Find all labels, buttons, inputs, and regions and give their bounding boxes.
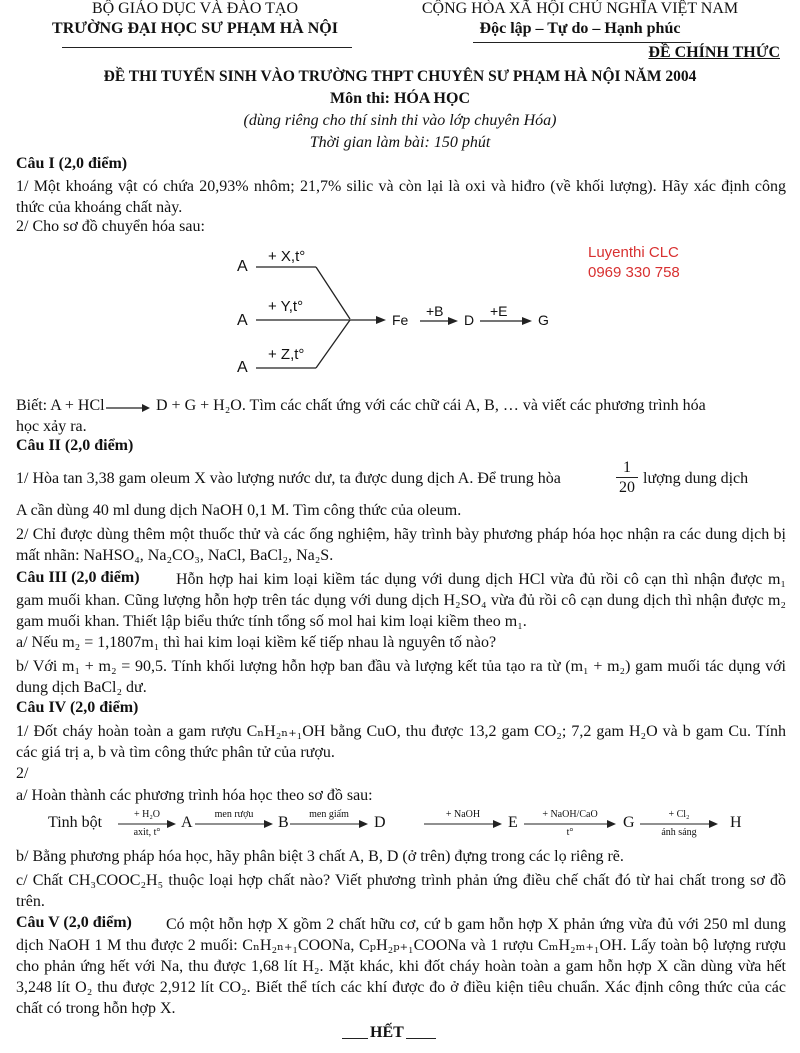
chain-arrow3-top: men giấm: [309, 809, 349, 820]
header-divider-left: [62, 47, 352, 48]
chain-a: A: [181, 814, 193, 831]
q1-given-a: Biết: A + HCl: [16, 397, 105, 414]
fraction-one-twentieth: [616, 458, 638, 497]
exam-note: (dùng riêng cho thí sinh thi vào lớp chuyên Hóa): [243, 112, 557, 129]
q4-part-a: a/ Hoàn thành các phương trình hóa học theo sơ đồ sau:: [16, 787, 373, 804]
university-name: TRƯỜNG ĐẠI HỌC SƯ PHẠM HÀ NỘI: [52, 20, 338, 37]
reaction-arrow: [104, 402, 152, 414]
scheme-a3: A: [237, 359, 248, 376]
exam-time: Thời gian làm bài: 150 phút: [309, 134, 491, 151]
reaction-chain: [0, 806, 800, 846]
chain-e: E: [508, 814, 518, 831]
conversion-scheme: [0, 238, 800, 378]
scheme-a1: A: [237, 258, 248, 275]
chain-start: Tinh bột: [48, 814, 103, 831]
chain-arrow4-top: + NaOH: [445, 809, 481, 820]
q2-heading: Câu II (2,0 điểm): [16, 437, 134, 454]
scheme-g: G: [538, 312, 549, 328]
q3-part-a: a/ Nếu m₂ = 1,1807m₁ thì hai kim loại kiềm kế tiếp nhau là nguyên tố nào?: [16, 634, 497, 651]
q1-part2: 2/ Cho sơ đồ chuyển hóa sau:: [16, 218, 205, 235]
watermark-line1: Luyenthi CLC: [588, 244, 679, 261]
scheme-label-e: +E: [490, 303, 508, 319]
q1-given-c: học xảy ra.: [16, 418, 87, 435]
official-label: ĐỀ CHÍNH THỨC: [648, 44, 780, 61]
chain-arrow6-top: + Cl₂: [668, 809, 690, 820]
chain-d: D: [374, 814, 386, 831]
q3-part-b: b/ Với m₁ + m₂ = 90,5. Tính khối lượng hỗn hợp ban đầu và lượng kết tủa tạo ra từ (m₁ + m₂) gam muối tác dụng với dung dịch BaCl₂ dư.: [16, 658, 786, 696]
q1-heading: Câu I (2,0 điểm): [16, 155, 128, 172]
chain-h: H: [730, 814, 742, 831]
q2-part1b: lượng dung dịch: [643, 470, 749, 487]
exam-title: ĐỀ THI TUYỂN SINH VÀO TRƯỜNG THPT CHUYÊN SƯ PHẠM HÀ NỘI NĂM 2004: [103, 68, 697, 85]
q4-part-b: b/ Bằng phương pháp hóa học, hãy phân biệt 3 chất A, B, D (ở trên) đựng trong các lọ riêng rẽ.: [16, 848, 624, 865]
q2-part1a: 1/ Hòa tan 3,38 gam oleum X vào lượng nước dư, ta được dung dịch A. Để trung hòa: [16, 470, 561, 487]
q4-part1: 1/ Đốt cháy hoàn toàn a gam rượu CₙH₂ₙ₊₁OH bằng CuO, thu được 13,2 gam CO₂; 7,2 gam H₂O và b gam Cu. Tính các giá trị a, b và tìm công thức phân tử của rượu.: [16, 723, 786, 761]
q1-part1: 1/ Một khoáng vật có chứa 20,93% nhôm; 21,7% silic và còn lại là oxi và hiđro (về khối lượng). Hãy xác định công thức của khoáng chất này.: [16, 178, 786, 216]
q3-intro: Hỗn hợp hai kim loại kiềm tác dụng với dung dịch HCl vừa đủ rồi cô cạn thì nhận được m₁ gam muối khan. Cũng lượng hỗn hợp trên tác dụng với dung dịch H₂SO₄ vừa đủ rồi cô cạn dung dịch thì nhận được m₂ gam muối khan. Thiết lập biểu thức tính tổng số mol hai kim loại kiềm theo m₁.: [16, 571, 786, 630]
fraction-denominator: 20: [616, 477, 638, 497]
q4-part-c: c/ Chất CH₃COOC₂H₅ thuộc loại hợp chất nào? Viết phương trình phản ứng điều chế chất đó từ hai chất trong sơ đồ trên.: [16, 872, 786, 910]
scheme-arrows: [0, 238, 800, 378]
chain-arrow1-bottom: axit, t°: [133, 827, 161, 838]
q1-given-b: D + G + H₂O. Tìm các chất ứng với các chữ cái A, B, … và viết các phương trình hóa: [156, 397, 706, 414]
scheme-label-y: + Y,t°: [268, 298, 304, 315]
ministry-name: BỘ GIÁO DỤC VÀ ĐÀO TẠO: [91, 0, 299, 17]
chain-arrow2-top: men rượu: [214, 809, 254, 820]
chain-arrow6-bottom: ánh sáng: [661, 827, 697, 838]
scheme-label-b: +B: [426, 303, 444, 319]
end-rule-right: [406, 1038, 436, 1039]
scheme-a2: A: [237, 312, 248, 329]
scheme-d: D: [464, 312, 475, 328]
exam-subject: Môn thi: HÓA HỌC: [329, 90, 470, 107]
q3-heading: Câu III (2,0 điểm): [16, 569, 140, 586]
scheme-label-x: + X,t°: [268, 248, 306, 265]
end-rule-left: [342, 1038, 368, 1039]
chain-arrow5-top: + NaOH/CaO: [542, 809, 598, 820]
chain-arrow5-bottom: t°: [566, 827, 574, 838]
q2-part2: 2/ Chỉ được dùng thêm một thuốc thử và các ống nghiệm, hãy trình bày phương pháp hóa học nhận ra các dung dịch bị mất nhãn: NaHSO₄, Na₂CO₃, NaCl, BaCl₂, Na₂S.: [16, 526, 786, 564]
chain-arrow1-top: + H₂O: [133, 809, 161, 820]
chain-b: B: [278, 814, 289, 831]
chain-g: G: [623, 814, 635, 831]
scheme-fe: Fe: [392, 312, 409, 328]
q4-heading: Câu IV (2,0 điểm): [16, 699, 139, 716]
q5-heading: Câu V (2,0 điểm): [16, 914, 132, 931]
national-motto: Độc lập – Tự do – Hạnh phúc: [479, 20, 681, 37]
q2-part1c: A cần dùng 40 ml dung dịch NaOH 0,1 M. Tìm công thức của oleum.: [16, 502, 462, 519]
q4-part2: 2/: [16, 765, 29, 782]
watermark-line2: 0969 330 758: [588, 264, 680, 281]
end-marker: HẾT: [370, 1024, 404, 1041]
republic-name: CỘNG HÒA XÃ HỘI CHỦ NGHĨA VIỆT NAM: [421, 0, 739, 17]
scheme-label-z: + Z,t°: [268, 346, 305, 363]
q5-body: Có một hỗn hợp X gồm 2 chất hữu cơ, cứ b gam hỗn hợp X phản ứng vừa đủ với 250 ml dung dịch NaOH 1 M thu được 2 muối: CₙH₂ₙ₊₁COONa, CₚH₂ₚ₊₁COONa và 1 rượu CₘH₂ₘ₊₁OH. Lấy toàn bộ lượng rượu cho phản ứng hết với Na, thu được 1,68 lít H₂. Mặt khác, khi đốt cháy hoàn toàn a gam hỗn hợp X cần dùng vừa hết 3,248 lít O₂ thu được 2,912 lít CO₂. Biết thể tích các khí được đo ở điều kiện tiêu chuẩn. Xác định công thức của các chất có trong hỗn hợp X.: [16, 916, 786, 1017]
header-divider-right: [473, 42, 691, 43]
fraction-numerator: 1: [623, 459, 631, 476]
